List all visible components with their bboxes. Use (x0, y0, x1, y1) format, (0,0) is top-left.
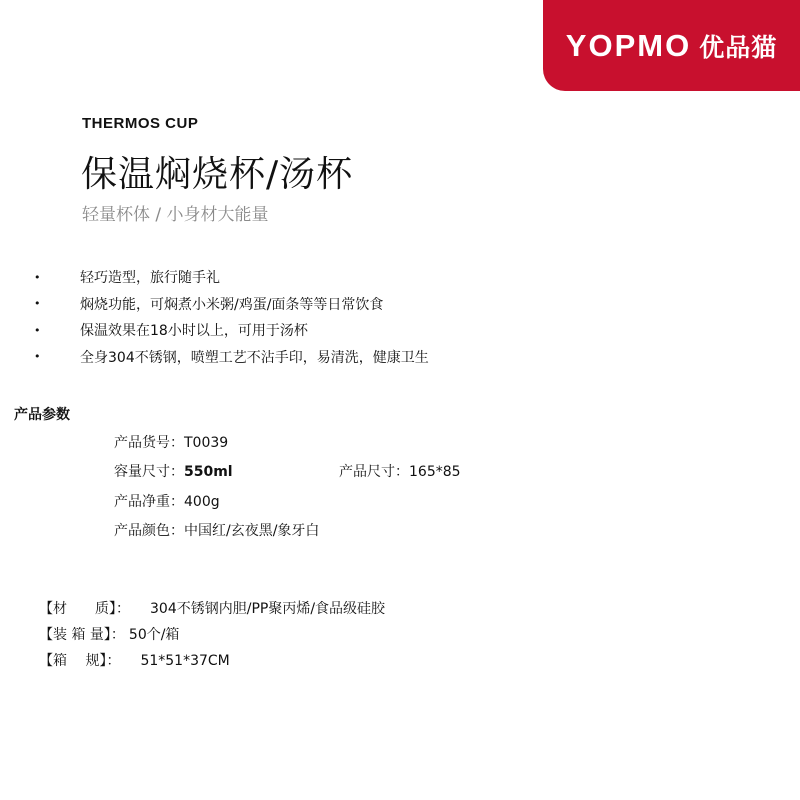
feature-item (34, 264, 429, 291)
param-value: T0039 (184, 435, 229, 451)
param-size (339, 461, 461, 481)
param-item-no (114, 432, 228, 452)
feature-item (34, 291, 429, 318)
packing-label: 【装 箱 量】： (39, 627, 125, 643)
params-heading: 产品参数 (14, 407, 70, 423)
product-subtitle-en: THERMOS CUP (82, 115, 199, 132)
page-title: 保温焖烧杯/汤杯 (81, 154, 354, 195)
tagline: 轻量杯体 / 小身材大能量 (82, 205, 269, 225)
param-value: 中国红/玄夜黑/象牙白 (184, 523, 320, 539)
packing-value: 50个/箱 (128, 627, 180, 643)
param-weight (114, 491, 220, 511)
feature-text: 全身304不锈钢，喷塑工艺不沾手印，易清洗，健康卫生 (80, 349, 429, 366)
packing-value: 304不锈钢内胆/PP聚丙烯/食品级硅胶 (150, 601, 386, 617)
feature-text: 轻巧造型，旅行随手礼 (80, 270, 220, 287)
param-label: 产品尺寸： (339, 464, 409, 480)
param-label: 产品货号： (114, 435, 184, 451)
bullet-icon: • (34, 350, 41, 364)
param-value: 550ml (184, 464, 233, 480)
packing-label: 【箱 规】： (39, 653, 121, 669)
packing-carton (39, 650, 230, 670)
feature-item (34, 317, 429, 344)
brand-logo (543, 0, 800, 91)
packing-value: 51*51*37CM (140, 653, 230, 669)
param-label: 产品净重： (114, 494, 184, 510)
param-capacity (114, 461, 233, 481)
packing-label: 【材 质】： (39, 601, 130, 617)
bullet-icon: • (34, 323, 41, 337)
param-value: 165*85 (409, 464, 461, 480)
feature-text: 保温效果在18小时以上，可用于汤杯 (80, 323, 308, 340)
brand-name-en: YOPMO (565, 27, 692, 63)
feature-item (34, 344, 429, 371)
param-label: 容量尺寸： (114, 464, 184, 480)
param-value: 400g (184, 494, 220, 510)
param-colors (114, 520, 319, 540)
packing-material (39, 598, 385, 618)
feature-text: 焖烧功能，可焖煮小米粥/鸡蛋/面条等等日常饮食 (80, 296, 384, 313)
packing-quantity (39, 624, 179, 644)
bullet-icon: • (34, 270, 41, 284)
feature-list (34, 264, 429, 370)
param-label: 产品颜色： (114, 523, 184, 539)
brand-name-cn: 优品猫 (699, 32, 778, 62)
bullet-icon: • (34, 297, 41, 311)
